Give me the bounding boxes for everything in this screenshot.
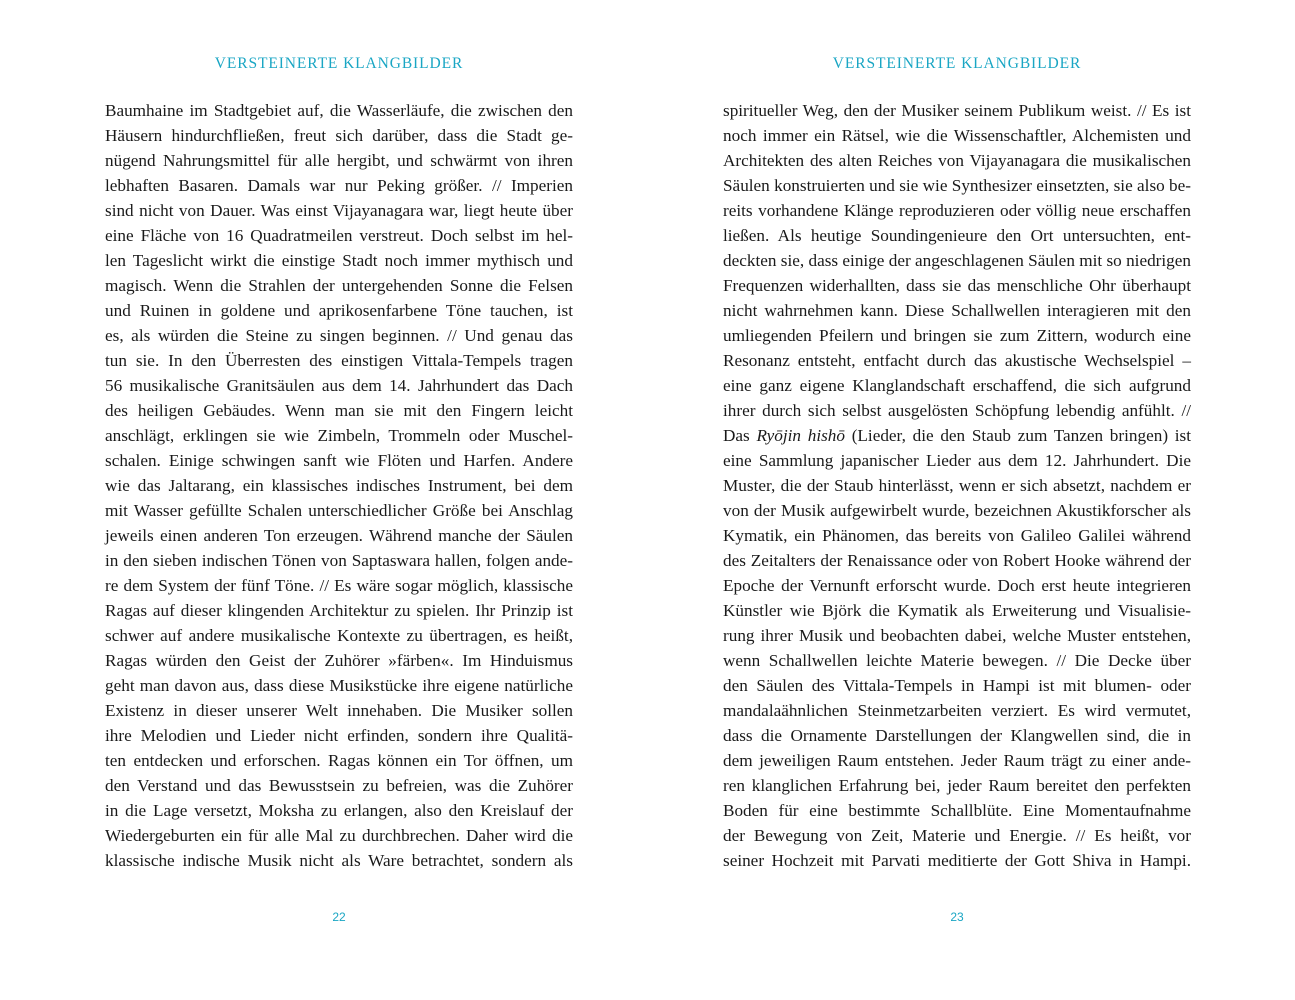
text-line: eine ganz eigene Klanglandschaft erschaffend, die sich aufgrund <box>723 376 1191 395</box>
text-line: Ragas auf dieser klingenden Architektur zu spielen. Ihr Prinzip ist <box>105 601 573 620</box>
text-line: nicht wahrnehmen kann. Diese Schallwellen interagieren mit den <box>723 301 1191 320</box>
text-line: Frequenzen widerhallten, dass sie das menschliche Ohr überhaupt <box>723 276 1191 295</box>
text-line: re dem System der fünf Töne. // Es wäre sogar möglich, klassische <box>105 576 573 595</box>
text-line: den Verstand und das Bewusstsein zu befreien, was die Zuhörer <box>105 776 573 795</box>
text-line-prefix: Das <box>723 426 750 445</box>
text-line: wie das Jaltarang, ein klassisches indisches Instrument, bei dem <box>105 476 573 495</box>
text-line: ihre Melodien und Lieder nicht erfinden, sondern ihre Qualitä- <box>105 726 573 745</box>
text-line: und Ruinen in goldene und aprikosenfarbene Töne tauchen, ist <box>105 301 573 320</box>
text-line: Ragas würden den Geist der Zuhörer »färben«. Im Hinduismus <box>105 651 573 670</box>
text-line: es, als würden die Steine zu singen beginnen. // Und genau das <box>105 326 573 345</box>
text-line: geht man davon aus, dass diese Musikstücke ihre eigene natürliche <box>105 676 573 695</box>
text-line: ließen. Als heutige Soundingenieure den Ort untersuchten, ent- <box>723 226 1191 245</box>
text-line: mit Wasser gefüllte Schalen unterschiedlicher Größe bei Anschlag <box>105 501 573 520</box>
text-line: Architekten des alten Reiches von Vijayanagara die musikalischen <box>723 151 1191 170</box>
text-line: des heiligen Gebäudes. Wenn man sie mit den Fingern leicht <box>105 401 573 420</box>
running-head-left: VERSTEINERTE KLANGBILDER <box>214 55 464 72</box>
text-line: den Säulen des Vittala-Tempels in Hampi ist mit blumen- oder <box>723 676 1191 695</box>
text-line: von der Musik aufgewirbelt wurde, bezeichnen Akustikforscher als <box>723 501 1191 520</box>
text-line: rung ihrer Musik und beobachten dabei, welche Muster entstehen, <box>723 626 1191 645</box>
text-line: mandalaähnlichen Steinmetzarbeiten verziert. Es wird vermutet, <box>723 701 1191 720</box>
page-number-right: 23 <box>950 910 964 924</box>
text-line: jeweils einen anderen Ton erzeugen. Während manche der Säulen <box>105 526 573 545</box>
text-line: Muster, die der Staub hinterlässt, wenn er sich absetzt, nachdem er <box>723 476 1191 495</box>
text-line: seiner Hochzeit mit Parvati meditierte der Gott Shiva in Hampi. <box>723 851 1191 870</box>
italic-title: Ryōjin hishō <box>756 426 845 445</box>
text-line: schwer auf andere musikalische Kontexte zu übertragen, es heißt, <box>105 626 573 645</box>
text-line: dass die Ornamente Darstellungen der Klangwellen sind, die in <box>723 726 1191 745</box>
text-line: klassische indische Musik nicht als Ware betrachtet, sondern als <box>105 851 573 870</box>
text-line: Boden für eine bestimmte Schallblüte. Eine Momentaufnahme <box>723 801 1191 820</box>
body-text-left <box>105 98 573 873</box>
text-line: ihrer durch sich selbst ausgelösten Schöpfung lebendig anfühlt. // <box>723 401 1191 420</box>
text-line: in den sieben indischen Tönen von Saptaswara hallen, folgen ande- <box>105 551 573 570</box>
text-line: nügend Nahrungsmittel für alle hergibt, und schwärmt von ihren <box>105 151 573 170</box>
text-line: Existenz in dieser unserer Welt innehaben. Die Musiker sollen <box>105 701 573 720</box>
text-line <box>723 423 1191 448</box>
text-line: wenn Schallwellen leichte Materie bewegen. // Die Decke über <box>723 651 1191 670</box>
text-line: lebhaften Basaren. Damals war nur Peking größer. // Imperien <box>105 176 573 195</box>
text-line: eine Fläche von 16 Quadratmeilen verstreut. Doch selbst im hel- <box>105 226 573 245</box>
right-page <box>723 0 1191 1000</box>
text-line: Wiedergeburten ein für alle Mal zu durchbrechen. Daher wird die <box>105 826 573 845</box>
text-line: Säulen konstruierten und sie wie Synthesizer einsetzten, sie also be- <box>723 176 1191 195</box>
text-line: anschlägt, erklingen sie wie Zimbeln, Trommeln oder Muschel- <box>105 426 573 445</box>
text-line: spiritueller Weg, den der Musiker seinem Publikum weist. // Es ist <box>723 101 1191 120</box>
body-text-right <box>723 98 1191 873</box>
text-line: Kymatik, ein Phänomen, das bereits von Galileo Galilei während <box>723 526 1191 545</box>
text-line: Epoche der Vernunft erforscht wurde. Doch erst heute integrieren <box>723 576 1191 595</box>
text-line: ten entdecken und erforschen. Ragas können ein Tor öffnen, um <box>105 751 573 770</box>
text-line: reits vorhandene Klänge reproduzieren oder völlig neue erschaffen <box>723 201 1191 220</box>
text-line: eine Sammlung japanischer Lieder aus dem 12. Jahrhundert. Die <box>723 451 1191 470</box>
text-line: len Tageslicht wirkt die einstige Stadt noch immer mythisch und <box>105 251 573 270</box>
text-line: schalen. Einige schwingen sanft wie Flöten und Harfen. Andere <box>105 451 573 470</box>
text-line: Künstler wie Björk die Kymatik als Erweiterung und Visualisie- <box>723 601 1191 620</box>
text-line: Resonanz entsteht, entfacht durch das akustische Wechselspiel – <box>723 351 1191 370</box>
text-line: des Zeitalters der Renaissance oder von Robert Hooke während der <box>723 551 1191 570</box>
text-line: magisch. Wenn die Strahlen der untergehenden Sonne die Felsen <box>105 276 573 295</box>
text-line: tun sie. In den Überresten des einstigen Vittala-Tempels tragen <box>105 351 573 370</box>
text-line: sind nicht von Dauer. Was einst Vijayanagara war, liegt heute über <box>105 201 573 220</box>
text-line-rest: (Lieder, die den Staub zum Tanzen bringen) ist <box>851 426 1191 445</box>
text-line: Baumhaine im Stadtgebiet auf, die Wasserläufe, die zwischen den <box>105 101 573 120</box>
text-line: deckten sie, dass einige der angeschlagenen Säulen mit so niedrigen <box>723 251 1191 270</box>
text-line: der Bewegung von Zeit, Materie und Energie. // Es heißt, vor <box>723 826 1191 845</box>
text-line: umliegenden Pfeilern und bringen sie zum Zittern, wodurch eine <box>723 326 1191 345</box>
running-head-right: VERSTEINERTE KLANGBILDER <box>832 55 1082 72</box>
text-line: 56 musikalische Granitsäulen aus dem 14. Jahrhundert das Dach <box>105 376 573 395</box>
text-line: noch immer ein Rätsel, wie die Wissenschaftler, Alchemisten und <box>723 126 1191 145</box>
text-line: in die Lage versetzt, Moksha zu erlangen, also den Kreislauf der <box>105 801 573 820</box>
text-line: ren klanglichen Erfahrung bei, jeder Raum bereitet den perfekten <box>723 776 1191 795</box>
left-page <box>105 0 573 1000</box>
text-line: dem jeweiligen Raum entstehen. Jeder Raum trägt zu einer ande- <box>723 751 1191 770</box>
text-line: Häusern hindurchfließen, freut sich darüber, dass die Stadt ge- <box>105 126 573 145</box>
page-number-left: 22 <box>332 910 346 924</box>
